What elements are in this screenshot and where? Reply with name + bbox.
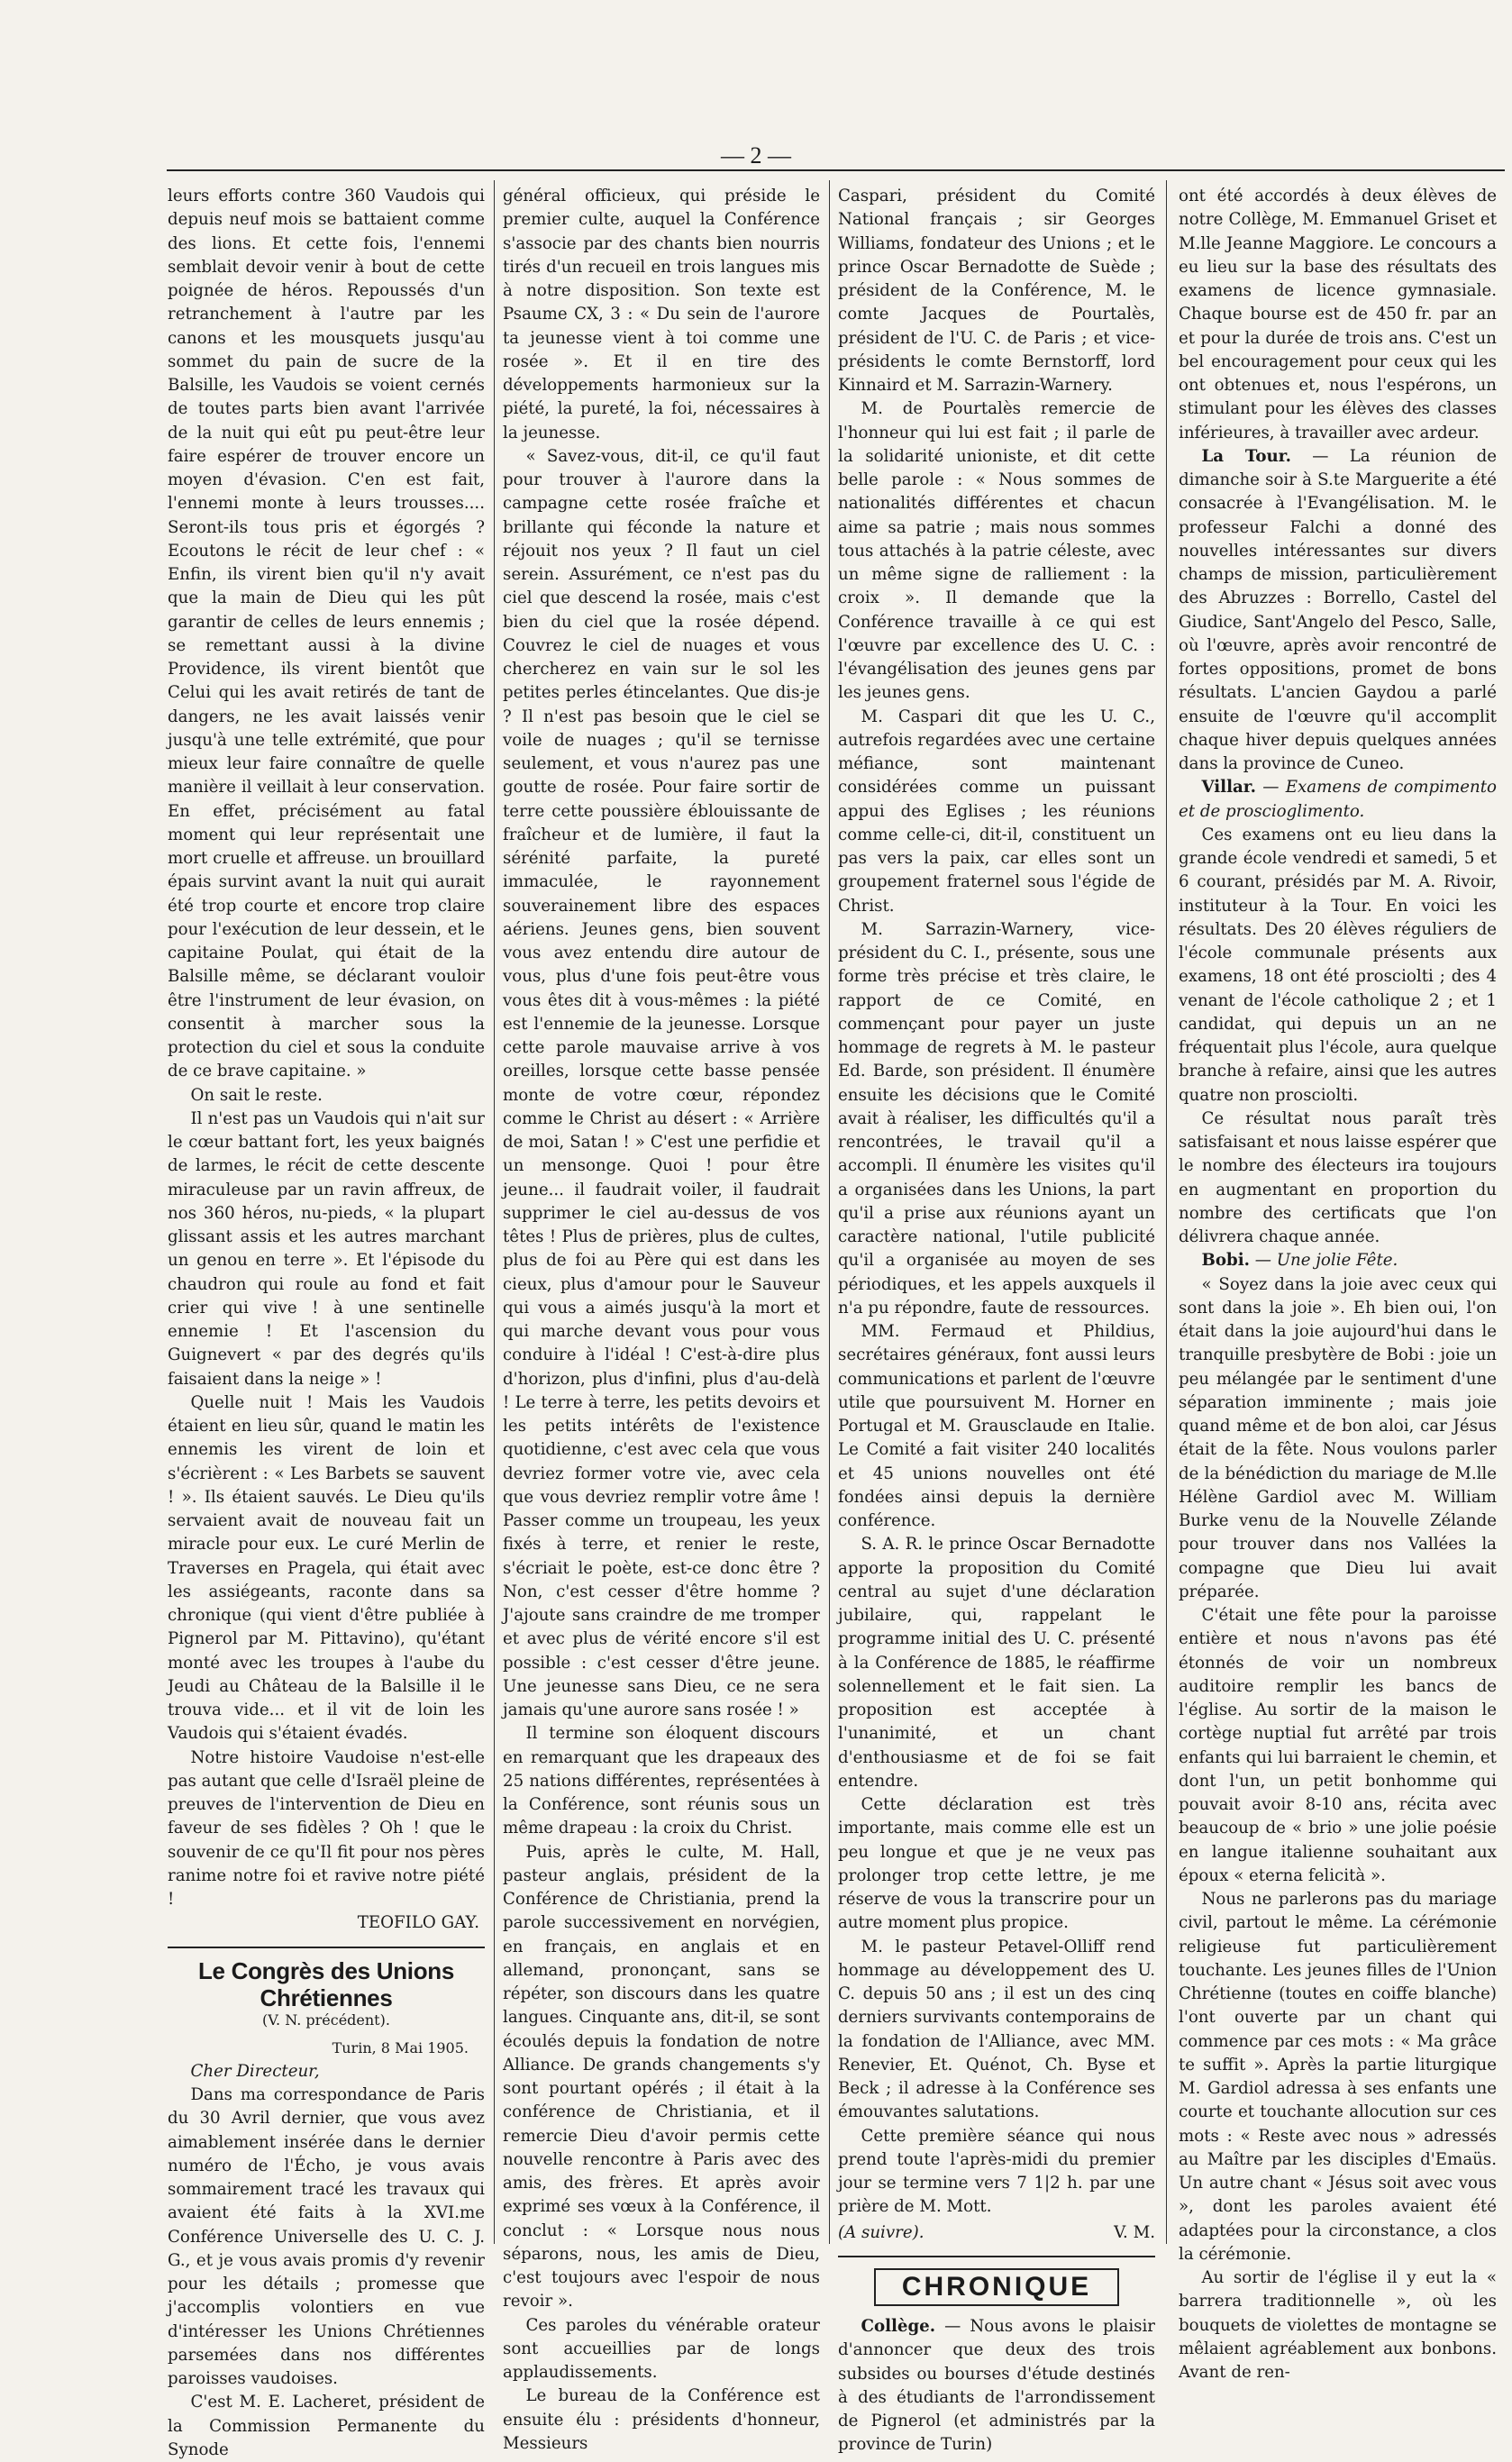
paragraph: M. Sarrazin-Warnery, vice-président du C. I., présente, sous une forme très précise et très claire, le rapport de ce Comité, en commençant pour payer un juste hommage de regrets à M. le pasteur Ed. Barde, son président. Il énumère ensuite les décisions que le Comité avait à réaliser, les difficultés qu'il a rencontrées, le travail qu'il a accompli. Il énumère les visites qu'il a organisées dans les Unions, la part qu'il a prise aux réunions ayant un caractère national, l'utile publicité qu'il a organisée au moyen de ses périodiques, et les appels auxquels il n'a pu répondre, faute de ressources. (838, 919, 1155, 1318)
column-4 (1179, 185, 1497, 2382)
header-rule (167, 169, 1505, 171)
paragraph: Caspari, président du Comité National français ; sir Georges Williams, fondateur des Unions ; et le prince Oscar Bernadotte de Suède ; président de la Conférence, M. le comte Jacques de Pourtalès, président de l'U. C. de Paris ; et vice-présidents le comte Bernstorff, lord Kinnaird et M. Sarrazin-Warnery. (838, 187, 1155, 395)
article-footer (838, 2221, 1155, 2245)
rubric-subtitle: — Une jolie Fête. (1254, 1251, 1398, 1271)
paragraph: M. le pasteur Petavel-Olliff rend hommage au développement des U. C. depuis 50 ans ; il est un des cinq derniers survivants contemporains de la fondation de l'Alliance, avec MM. Renevier, Et. Quénot, Ch. Byse et Beck ; il adresse à la Conférence ses émouvantes salutations. (838, 1937, 1155, 2122)
paragraph: — La réunion de dimanche soir à S.te Marguerite a été consacrée à l'Evangélisation. M. le professeur Falchi a donné des nouvelles intéressantes sur divers champs de mission, particulièrement des Abruzzes : Borrello, Castel del Giudice, Sant'Angelo del Pesco, Salle, où l'œuvre, après avoir rencontré de fortes oppositions, promet de bons résultats. L'ancien Gaydou a parlé ensuite de l'œuvre qu'il accomplit chaque hiver depuis quelques années dans la province de Cuneo. (1179, 446, 1497, 773)
salutation: Cher Directeur, (190, 2061, 320, 2081)
to-be-continued: (A suivre). (838, 2222, 925, 2242)
section-rule (838, 2256, 1155, 2257)
paragraph: Le bureau de la Conférence est ensuite élu : présidents d'honneur, Messieurs (503, 2386, 820, 2453)
paragraph: Ces examens ont eu lieu dans la grande école vendredi et samedi, 5 et 6 courant, présidés par M. A. Rivoir, instituteur à la Tour. En voici les résultats. Des 20 élèves réguliers de l'école communale présents aux examens, 18 ont été prosciolti ; des 4 venant de l'école catholique 2 ; et 1 candidat, qui depuis un an ne fréquentait plus l'école, aura quelque branche à refaire, ainsi que les autres quatre non prosciolti. (1179, 825, 1497, 1105)
rubric-subtitle: — Examens de compimento et de proscioglimento. (1179, 778, 1497, 821)
column-divider (1166, 180, 1167, 2244)
article-headline: Le Congrès des Unions Chrétiennes (197, 1956, 455, 2011)
paragraph: « Soyez dans la joie avec ceux qui sont dans la joie ». Eh bien oui, l'on était dans la joie aujourd'hui dans le tranquille presbytère de Bobi : joie un peu mélangée par le sentiment d'une séparation imminente ; mais joie quand même et de bon aloi, car Jésus était de la fête. Nous voulons parler de la bénédiction du mariage de M.lle Hélène Gardiol avec M. William Burke venu de la Nouvelle Zélande pour trouver dans nos Vallées la compagne que Dieu lui avait préparée. (1179, 1274, 1497, 1601)
paragraph: On sait le reste. (190, 1085, 323, 1105)
column-divider (829, 180, 830, 2244)
column-2 (503, 185, 820, 2453)
paragraph: leurs efforts contre 360 Vaudois qui depuis neuf mois se battaient comme des lions. Et cette fois, l'ennemi semblait devoir venir à bout de cette poignée de héros. Repoussés d'un retranchement à l'autre par les canons et les mousquets jusqu'au sommet du pain de sucre de la Balsille, les Vaudois se voient cernés de toutes parts bien avant l'arrivée de la nuit qui eût pu peut-être leur faire espérer de trouver encore un moyen d'évasion. C'en est fait, l'ennemi monte à leurs trousses.... Seront-ils tous pris et égorgés ? Ecoutons le récit de leur chef : « Enfin, ils virent bien qu'il n'y avait que la main de Dieu qui les pût garantir de celles de leurs ennemis ; se remettant aussi à la divine Providence, ils virent bientôt que Celui qui les avait retirés de tant de dangers, ne les avait laissés venir jusqu'à une telle extrémité, que pour mieux leur faire connaître de quelle manière il veillait à leur conservation. En effet, précisément au fatal moment qui leur représentait une mort cruelle et affreuse. un brouillard épais survint avant la nuit qui aurait été trop courte et encore trop claire pour l'exécution de leur dessein, et le capitaine Poulat, qui était de la Balsille même, se déclarant vouloir être l'instrument de leur évasion, on consentit à marcher sous la protection du ciel et sous la conduite de ce brave capitaine. » (168, 187, 485, 1081)
paragraph: M. Caspari dit que les U. C., autrefois regardées avec une certaine méfiance, sont maintenant considérées comme un puissant appui des Eglises ; les réunions comme celle-ci, dit-il, constituent un pas vers la paix, car elles sont un groupement fraternel sous l'égide de Christ. (838, 707, 1155, 916)
paragraph: Quelle nuit ! Mais les Vaudois étaient en lieu sûr, quand le matin les ennemis les virent de loin et s'écrièrent : « Les Barbets se sauvent ! ». Ils étaient sauvés. Le Dieu qu'ils servaient avait de nouveau fait un miracle pour eux. Le curé Merlin de Traverses en Pragela, qui était avec les assiégeants, raconte dans sa chronique (qui vient d'être publiée à Pignerol par M. Pittavino), qu'étant monté avec les troupes à l'aube du Jeudi au Château de la Balsille il le trouva vide... et il vit de loin les Vaudois qui s'étaient évadés. (168, 1392, 485, 1744)
section-rule (168, 1947, 485, 1948)
rubric-college: Collège. (861, 2317, 936, 2336)
rubric-villar: Villar. (1201, 778, 1257, 798)
paragraph: général officieux, qui préside le premier culte, auquel la Conférence s'associe par des chants bien nourris tirés d'un recueil en trois langues mis à notre disposition. Son texte est Psaume CX, 3 : « Du sein de l'aurore ta jeunesse vient à toi comme une rosée ». Et il en tire des développements harmonieux sur la piété, la pureté, la foi, nécessaires à la jeunesse. (503, 187, 820, 442)
paragraph: — Nous avons le plaisir d'annoncer que deux des trois subsides ou bourses d'étude destinés à des étudiants de l'arrondissement de Pignerol (et administrés par la province de Turin) (838, 2317, 1155, 2455)
page-number: — 2 — (721, 142, 791, 169)
paragraph: Ces paroles du vénérable orateur sont accueillies par de longs applaudissements. (503, 2315, 820, 2382)
paragraph: Cette déclaration est très importante, mais comme elle est un peu longue et que je ne veux pas prolonger trop cette lettre, je me réserve de vous la transcrire pour un autre moment plus propice. (838, 1795, 1155, 1933)
paragraph: Ce résultat nous paraît très satisfaisant et nous laisse espérer que le nombre des électeurs ira toujours en augmentant en proportion du nombre des certificats que l'on délivrera chaque année. (1179, 1108, 1497, 1246)
paragraph: C'est M. E. Lacheret, président de la Commission Permanente du Synode (168, 2393, 485, 2459)
paragraph: Cette première séance qui nous prend toute l'après-midi du premier jour se termine vers 7 1|2 h. par une prière de M. Mott. (838, 2126, 1155, 2217)
paragraph: Puis, après le culte, M. Hall, pasteur anglais, président de la Conférence de Christiania, prend la parole successivement en norvégien, en français, en anglais et en allemand, prononçant, sans se répéter, son discours dans les quatre langues. Cinquante ans, dit-il, se sont écoulés depuis la fondation de notre Alliance. De grands changements s'y sont pourtant opérés ; il était à la conférence de Christiania, et il remercie Dieu d'avoir permis cette nouvelle rencontre à Paris avec des amis, des frères. Et après avoir exprimé ses vœux à la Conférence, il conclut : « Lorsque nous nous séparons, nous, les amis de Dieu, c'est toujours avec l'espoir de nous revoir ». (503, 1842, 820, 2312)
column-3 (838, 185, 1155, 2455)
article-subhead: (V. N. précédent). (262, 2011, 390, 2029)
rubric-la-tour: La Tour. (1201, 446, 1291, 466)
rubric-bobi: Bobi. (1201, 1251, 1250, 1271)
paragraph: ont été accordés à deux élèves de notre Collège, M. Emmanuel Griset et M.lle Jeanne Maggiore. Le concours a eu lieu sur la base des résultats des examens de licence gymnasiale. Chaque bourse est de 450 fr. par an et pour la durée de trois ans. C'est un bel encouragement pour ceux qui les ont obtenues et, nous l'espérons, un stimulant pour les élèves des classes inférieures, à travailler avec ardeur. (1179, 187, 1497, 442)
column-1 (168, 185, 485, 2459)
paragraph: Nous ne parlerons pas du mariage civil, partout le même. La cérémonie religieuse fut particulièrement touchante. Les jeunes filles de l'Union Chrétienne (toutes en coiffe blanche) l'ont ouverte par un chant qui commence par ces mots : « Ma grâce te suffit ». Après la partie liturgique M. Gardiol adressa à ses enfants une courte et touchante allocution sur ces mots : « Reste avec nous » adressés au Maître par les disciples d'Emaüs. Un autre chant « Jésus soit avec vous », dont les paroles avaient été adaptées pour la circonstance, a clos la cérémonie. (1179, 1890, 1497, 2264)
paragraph: MM. Fermaud et Phildius, secrétaires généraux, font aussi leurs communications et parlent de l'œuvre utile que poursuivent M. Horner en Portugal et M. Grausclaude en Italie. Le Comité a fait visiter 240 localités et 45 unions nouvelles ont été fondées ainsi depuis la dernière conférence. (838, 1322, 1155, 1530)
paragraph: Notre histoire Vaudoise n'est-elle pas autant que celle d'Israël pleine de preuves de l'intervention de Dieu en faveur de ses fidèles ? Oh ! que le souvenir de ce qu'Il fit pour nos pères ranime notre foi et ravive notre piété ! (168, 1747, 485, 1909)
paragraph: S. A. R. le prince Oscar Bernadotte apporte la proposition du Comité central au sujet d'une déclaration jubilaire, qui, rappelant le programme initial des U. C. présenté à la Conférence de 1885, le réaffirme solennellement et le fait sien. La proposition est acceptée à l'unanimité, et un chant d'enthousiasme et de foi se fait entendre. (838, 1535, 1155, 1791)
chronique-title: CHRONIQUE (874, 2268, 1119, 2306)
paragraph: Il termine son éloquent discours en remarquant que les drapeaux des 25 nations différentes, représentées à la Conférence, sont réunis sous un même drapeau : la croix du Christ. (503, 1724, 820, 1838)
paragraph: M. de Pourtalès remercie de l'honneur qui lui est fait ; il parle de la solidarité unioniste, et dit cette belle parole : « Nous sommes de nationalités différentes et chacun aime sa patrie ; mais nous sommes tous attachés à la patrie céleste, avec un même signe de ralliement : la croix ». Il demande que la Conférence travaille à ce qui est l'œuvre par excellence des U. C. : l'évangélisation des jeunes gens par les jeunes gens. (838, 399, 1155, 703)
paragraph: Au sortir de l'église il y eut la « barrera traditionnelle », où les bouquets de violettes de montagne se mêlaient agréablement aux bonbons. Avant de ren- (1179, 2268, 1497, 2382)
paragraph: Il n'est pas un Vaudois qui n'ait sur le cœur battant fort, les yeux baignés de larmes, le récit de cette descente miraculeuse par un ravin affreux, de nos 360 héros, nu-pieds, « la plupart glissant assis et les autres marchant un genou en terre ». Et l'épisode du chaudron qui roule au fond et fait crier qui vive ! à une sentinelle ennemie ! Et l'ascension du Guignevert « par des degrés qu'ils faisaient dans la neige » ! (168, 1108, 485, 1389)
author-signature: TEOFILO GAY. (357, 1913, 479, 1933)
paragraph: C'était une fête pour la paroisse entière et nous n'avons pas été étonnés de voir un nombreux auditoire remplir les bancs de l'église. Au sortir de la maison le cortège nuptial fut arrêté par trois enfants qui lui barraient le chemin, et dont l'un, un petit bonhomme qui pouvait avoir 8-10 ans, récita avec beaucoup de « brio » une jolie poésie en langue italienne souhaitant aux époux « eterna felicità ». (1179, 1606, 1497, 1885)
author-initials: V. M. (1114, 2222, 1155, 2242)
paragraph: Dans ma correspondance de Paris du 30 Avril dernier, que vous avez aimablement insérée dans le dernier numéro de l'Écho, je vous avais sommairement tracé les travaux qui avaient été faits à la XVI.me Conférence Universelle des U. C. J. G., et je vous avais promis d'y revenir pour les détails ; promesse que j'accomplis volontiers en vue d'intéresser les Unions Chrétiennes parsemées dans nos différentes paroisses vaudoises. (168, 2085, 485, 2388)
column-divider (494, 180, 495, 2244)
dateline: Turin, 8 Mai 1905. (332, 2038, 469, 2056)
paragraph: « Savez-vous, dit-il, ce qu'il faut pour trouver à l'aurore dans la campagne cette rosée fraîche et brillante qui féconde la nature et réjouit nos yeux ? Il faut un ciel serein. Assurément, ce n'est pas du ciel que descend la rosée, mais c'est bien du ciel que la rosée dépend. Couvrez le ciel de nuages et vous chercherez en vain sur le sol les petites perles étincelantes. Que dis-je ? Il n'est pas besoin que le ciel se voile de nuages ; qu'il se ternisse seulement, et vous n'aurez pas une goutte de rosée. Pour faire sortir de terre cette poussière éblouissante de fraîcheur et de lumière, il faut la sérénité parfaite, la pureté immaculée, le rayonnement souverainement libre des espaces aériens. Jeunes gens, bien souvent vous avez entendu dire autour de vous, plus d'une fois peut-être vous vous êtes dit à vous-mêmes : la piété est l'ennemie de la jeunesse. Lorsque cette parole mauvaise arrive à vos oreilles, lorsque cette basse pensée monte de votre cœur, répondez comme le Christ au désert : « Arrière de moi, Satan ! » C'est une perfidie et un mensonge. Quoi ! pour être jeune... il faudrait voiler, il faudrait supprimer le ciel au-dessus de vos têtes ! Plus de prières, plus de cultes, plus de foi au Père qui est dans les cieux, plus d'amour pour le Sauveur qui vous a aimés jusqu'à la mort et qui marche devant vous pour vous conduire à l'idéal ! C'est-à-dire plus d'horizon, plus d'infini, plus d'au-delà ! Le terre à terre, les petits devoirs et les petits intérêts de l'existence quotidienne, c'est avec cela que vous devriez former votre vie, avec cela que vous devriez remplir votre âme ! Passer comme un troupeau, les yeux fixés à terre, et renier le reste, s'écriait le poète, est-ce donc être ? Non, c'est cesser d'être homme ? J'ajoute sans craindre de me tromper et avec plus de vérité encore s'il est possible : c'est cesser d'être jeune. Une jeunesse sans Dieu, ce ne sera jamais qu'une aurore sans rosée ! » (503, 446, 820, 1719)
